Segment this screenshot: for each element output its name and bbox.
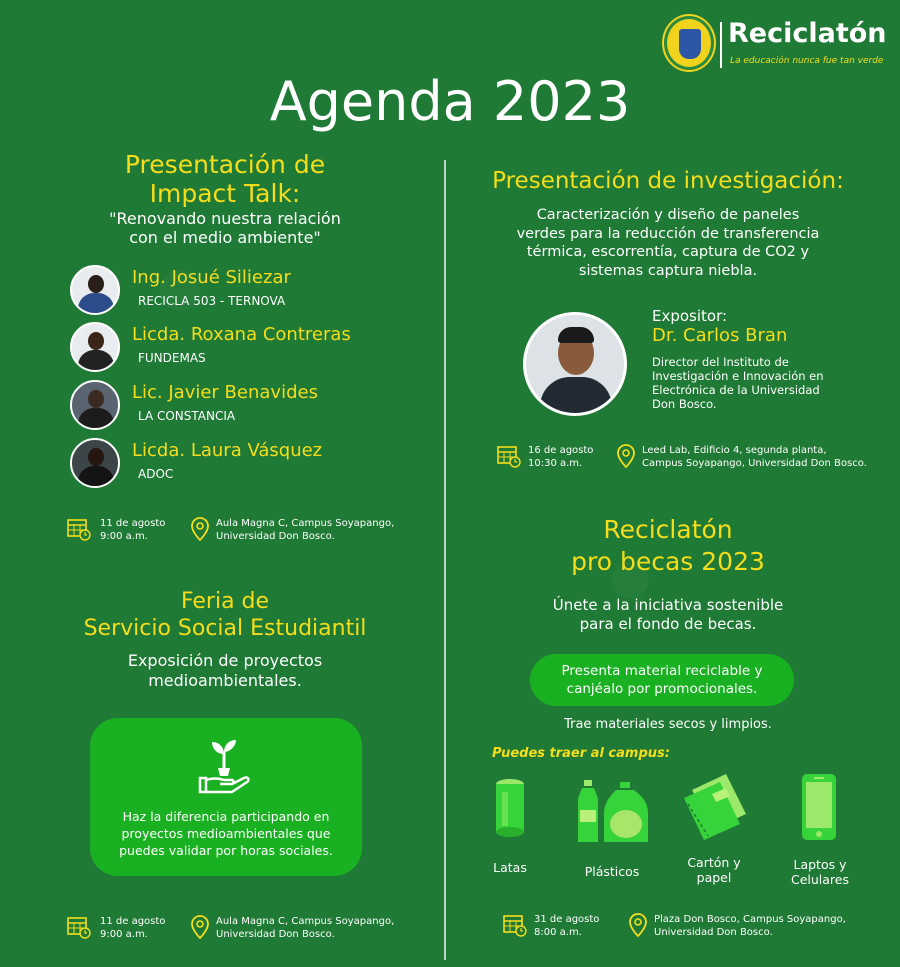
speaker-photo: [70, 380, 120, 430]
location-pin-icon: [616, 443, 636, 469]
event-place-line1: Plaza Don Bosco, Campus Soyapango,: [654, 914, 846, 925]
cardboard-paper-icon: [682, 770, 752, 842]
feria-title: [30, 588, 420, 642]
expositor-name: Dr. Carlos Bran: [652, 325, 788, 346]
reciclaton-title-line2: pro becas 2023: [571, 547, 765, 576]
can-icon: [492, 778, 528, 840]
expositor-bio-line4: Don Bosco.: [652, 397, 717, 411]
cellphone-icon: [800, 772, 838, 842]
calendar-clock-icon: [496, 443, 522, 469]
reciclaton-note: Trae materiales secos y limpios.: [564, 717, 772, 732]
impact-talk-subtitle-line2: con el medio ambiente": [129, 228, 321, 247]
reciclaton-subtitle-line1: Únete a la iniciativa sostenible: [552, 596, 784, 614]
speaker-name: Ing. Josué Siliezar: [132, 267, 291, 288]
feria-subtitle: [30, 651, 420, 691]
reciclaton-subtitle: [456, 596, 880, 634]
feria-schedule: [66, 914, 426, 948]
investigacion-title: Presentación de investigación:: [492, 168, 844, 194]
speaker-item: [70, 322, 410, 374]
event-place-line1: Aula Magna C, Campus Soyapango,: [216, 916, 395, 927]
impact-talk-title-line1: Presentación de: [124, 150, 326, 179]
investigacion-subtitle: [456, 206, 880, 280]
reciclaton-pill-line1: Presenta material reciclable y: [561, 663, 763, 679]
speaker-org: FUNDEMAS: [138, 351, 206, 365]
investigacion-subtitle-line1: Caracterización y diseño de paneles: [536, 207, 800, 223]
speaker-item: [70, 380, 410, 432]
speaker-name: Licda. Laura Vásquez: [132, 440, 323, 461]
item-label-line1: Latas: [493, 860, 527, 875]
feria-subtitle-line1: Exposición de proyectos: [127, 651, 323, 670]
event-place-line1: Leed Lab, Edificio 4, segunda planta,: [642, 445, 827, 456]
reciclaton-subtitle-line2: para el fondo de becas.: [579, 615, 757, 633]
event-place-line1: Aula Magna C, Campus Soyapango,: [216, 518, 395, 529]
event-place-line2: Universidad Don Bosco.: [216, 531, 335, 542]
item-label-laptops: [780, 857, 860, 887]
expositor-bio: [652, 355, 852, 411]
speaker-photo: [70, 322, 120, 372]
expositor-label: Expositor:: [652, 307, 728, 325]
speaker-item: [70, 438, 410, 490]
speaker-org: RECICLA 503 - TERNOVA: [138, 294, 286, 308]
reciclaton-schedule: [502, 912, 882, 946]
expositor-bio-line3: Electrónica de la Universidad: [652, 383, 820, 397]
event-date: 16 de agosto: [528, 445, 594, 456]
event-time: 9:00 a.m.: [100, 929, 148, 940]
event-date: 11 de agosto: [100, 916, 166, 927]
location-pin-icon: [190, 914, 210, 940]
speaker-org: LA CONSTANCIA: [138, 409, 236, 423]
event-time: 8:00 a.m.: [534, 927, 582, 938]
speaker-name: Lic. Javier Benavides: [132, 382, 318, 403]
calendar-clock-icon: [66, 914, 92, 940]
feria-card-line2: proyectos medioambientales que: [121, 826, 331, 841]
item-label-line2: papel: [696, 870, 732, 885]
event-place-line2: Universidad Don Bosco.: [654, 927, 773, 938]
event-date: 11 de agosto: [100, 518, 166, 529]
impact-talk-title-line2: Impact Talk:: [149, 179, 301, 208]
speaker-item: [70, 265, 410, 317]
hand-plant-icon: [194, 738, 254, 796]
speaker-photo: [70, 265, 120, 315]
expositor-bio-line1: Director del Instituto de: [652, 355, 789, 369]
plastic-bottles-icon: [576, 780, 652, 844]
university-seal-logo: [664, 16, 714, 70]
reciclaton-pill-text: [530, 662, 794, 698]
speaker-org: ADOC: [138, 467, 174, 481]
calendar-clock-icon: [66, 516, 92, 542]
item-label-line2: Celulares: [790, 872, 849, 887]
feria-title-line1: Feria de: [180, 589, 270, 614]
reciclaton-title-line1: Reciclatón: [603, 515, 733, 544]
item-label-line1: Cartón y: [687, 855, 741, 870]
impact-talk-subtitle-line1: "Renovando nuestra relación: [109, 209, 341, 228]
investigacion-schedule: [496, 443, 886, 477]
location-pin-icon: [190, 516, 210, 542]
event-time: 10:30 a.m.: [528, 458, 583, 469]
feria-subtitle-line2: medioambientales.: [148, 671, 302, 690]
item-label-latas: [478, 860, 542, 875]
expositor-photo: [523, 312, 627, 416]
column-divider: [444, 160, 446, 960]
item-label-plasticos: [570, 864, 654, 879]
expositor-bio-line2: Investigación e Innovación en: [652, 369, 824, 383]
investigacion-subtitle-line4: sistemas captura niebla.: [578, 262, 758, 279]
calendar-clock-icon: [502, 912, 528, 938]
investigacion-subtitle-line2: verdes para la reducción de transferencia: [516, 225, 820, 242]
reciclaton-items-heading: Puedes traer al campus:: [492, 746, 670, 761]
impact-talk-title: [30, 150, 420, 208]
reciclaton-logo-name: Reciclatón: [728, 18, 887, 49]
feria-card-line3: puedes validar por horas sociales.: [119, 843, 333, 858]
speaker-photo: [70, 438, 120, 488]
reciclaton-logo-tagline: La educación nunca fue tan verde: [730, 56, 884, 66]
item-label-line1: Plásticos: [584, 864, 640, 879]
investigacion-subtitle-line3: térmica, escorrentía, captura de CO2 y: [526, 244, 810, 260]
location-pin-icon: [628, 912, 648, 938]
event-date: 31 de agosto: [534, 914, 600, 925]
page-title: Agenda 2023: [269, 70, 631, 133]
feria-title-line2: Servicio Social Estudiantil: [83, 616, 367, 641]
speaker-name: Licda. Roxana Contreras: [132, 324, 351, 345]
impact-talk-schedule: [66, 516, 426, 550]
feria-card-text: [100, 808, 352, 859]
item-label-carton: [674, 855, 754, 885]
event-place-line2: Campus Soyapango, Universidad Don Bosco.: [642, 458, 867, 469]
impact-talk-subtitle: [30, 209, 420, 247]
reciclaton-title: [456, 514, 880, 578]
item-label-line1: Laptos y: [793, 857, 847, 872]
event-time: 9:00 a.m.: [100, 531, 148, 542]
logo-divider: [720, 22, 722, 68]
event-place-line2: Universidad Don Bosco.: [216, 929, 335, 940]
feria-card-line1: Haz la diferencia participando en: [122, 809, 330, 824]
reciclaton-pill-line2: canjéalo por promocionales.: [566, 681, 758, 697]
